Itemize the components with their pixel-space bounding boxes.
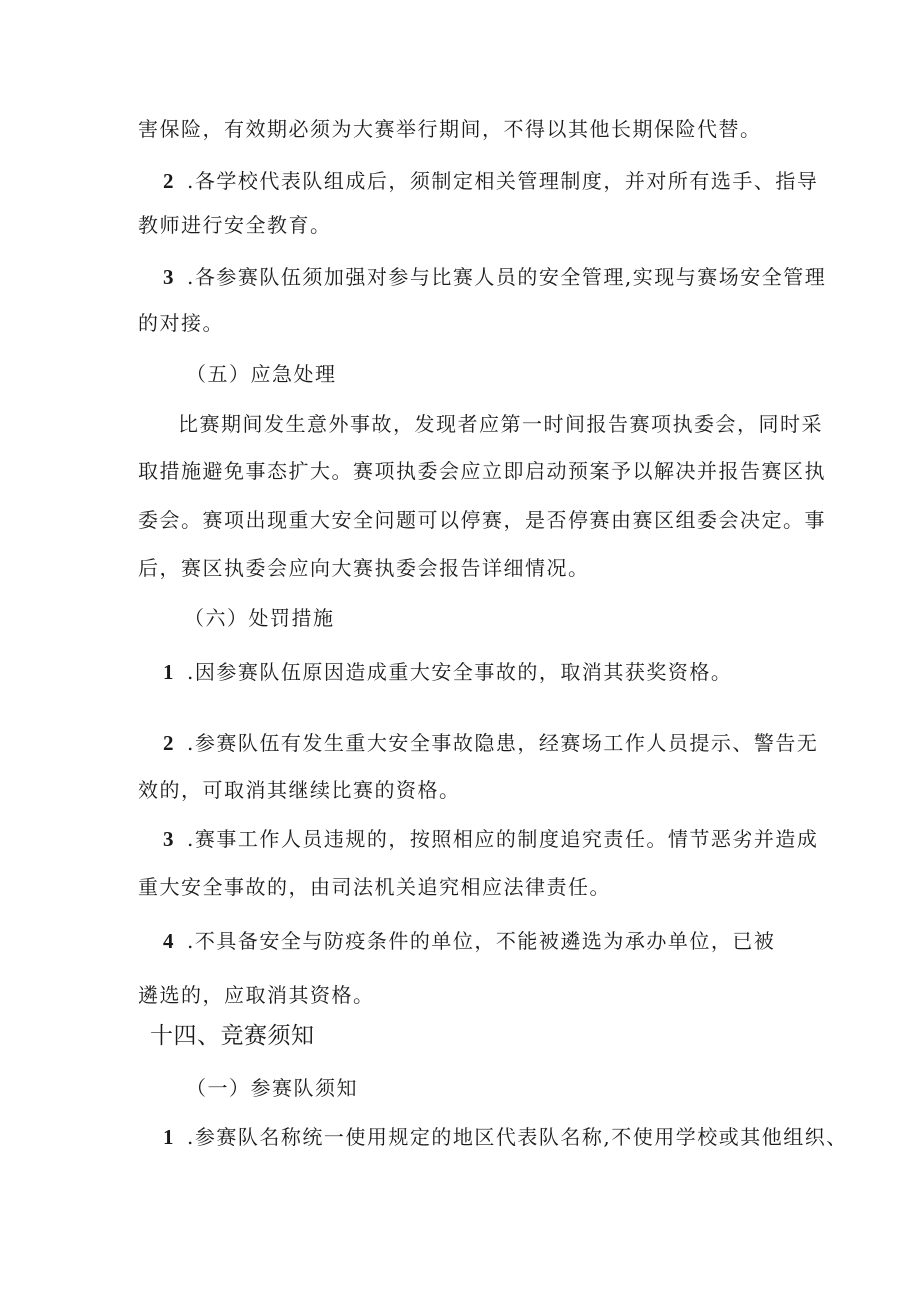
numbered-item-2 [163, 168, 818, 194]
text-line: 的对接。 [138, 311, 224, 335]
item-number: 2 [163, 169, 175, 193]
numbered-item-1 [163, 659, 732, 685]
item-text: .参赛队伍有发生重大安全事故隐患，经赛场工作人员提示、警告无 [187, 731, 819, 755]
text-line: 教师进行安全教育。 [138, 213, 332, 237]
section-heading-5: （五）应急处理 [186, 362, 337, 386]
item-text: .因参赛队伍原因造成重大安全事故的，取消其获奖资格。 [187, 660, 733, 684]
item-text: .各参赛队伍须加强对参与比赛人员的安全管理,实现与赛场安全管理 [187, 265, 827, 289]
item-text: .参赛队名称统一使用规定的地区代表队名称,不使用学校或其他组织、 [187, 1125, 848, 1149]
item-number: 3 [163, 827, 175, 851]
item-number: 2 [163, 731, 175, 755]
item-text: .不具备安全与防疫条件的单位，不能被遴选为承办单位，已被 [187, 929, 776, 953]
numbered-item-4 [163, 928, 775, 954]
numbered-item-3 [163, 264, 826, 290]
item-number: 1 [163, 660, 175, 684]
text-line: 重大安全事故的，由司法机关追究相应法律责任。 [138, 875, 611, 899]
item-text: .各学校代表队组成后，须制定相关管理制度，并对所有选手、指导 [187, 169, 819, 193]
text-line: 效的，可取消其继续比赛的资格。 [138, 778, 461, 802]
numbered-item-2 [163, 730, 818, 756]
text-line: 委会。赛项出现重大安全问题可以停赛，是否停赛由赛区组委会决定。事 [138, 508, 826, 532]
item-number: 3 [163, 265, 175, 289]
item-number: 1 [163, 1125, 175, 1149]
chapter-heading: 十四、竞赛须知 [150, 1023, 315, 1049]
item-text: .赛事工作人员违规的，按照相应的制度追究责任。情节恶劣并造成 [187, 827, 819, 851]
text-line: 害保险，有效期必须为大赛举行期间，不得以其他长期保险代替。 [138, 117, 762, 141]
text-line: 后，赛区执委会应向大赛执委会报告详细情况。 [138, 556, 590, 580]
numbered-item-1 [163, 1124, 848, 1150]
text-line: 取措施避免事态扩大。赛项执委会应立即启动预案予以解决并报告赛区执 [138, 459, 826, 483]
item-number: 4 [163, 929, 175, 953]
text-line: 比赛期间发生意外事故，发现者应第一时间报告赛项执委会，同时采 [178, 412, 823, 436]
text-line: 遴选的，应取消其资格。 [138, 983, 375, 1007]
numbered-item-3 [163, 826, 818, 852]
section-heading-1: （一）参赛队须知 [186, 1076, 358, 1100]
section-heading-6: （六）处罚措施 [184, 606, 335, 630]
